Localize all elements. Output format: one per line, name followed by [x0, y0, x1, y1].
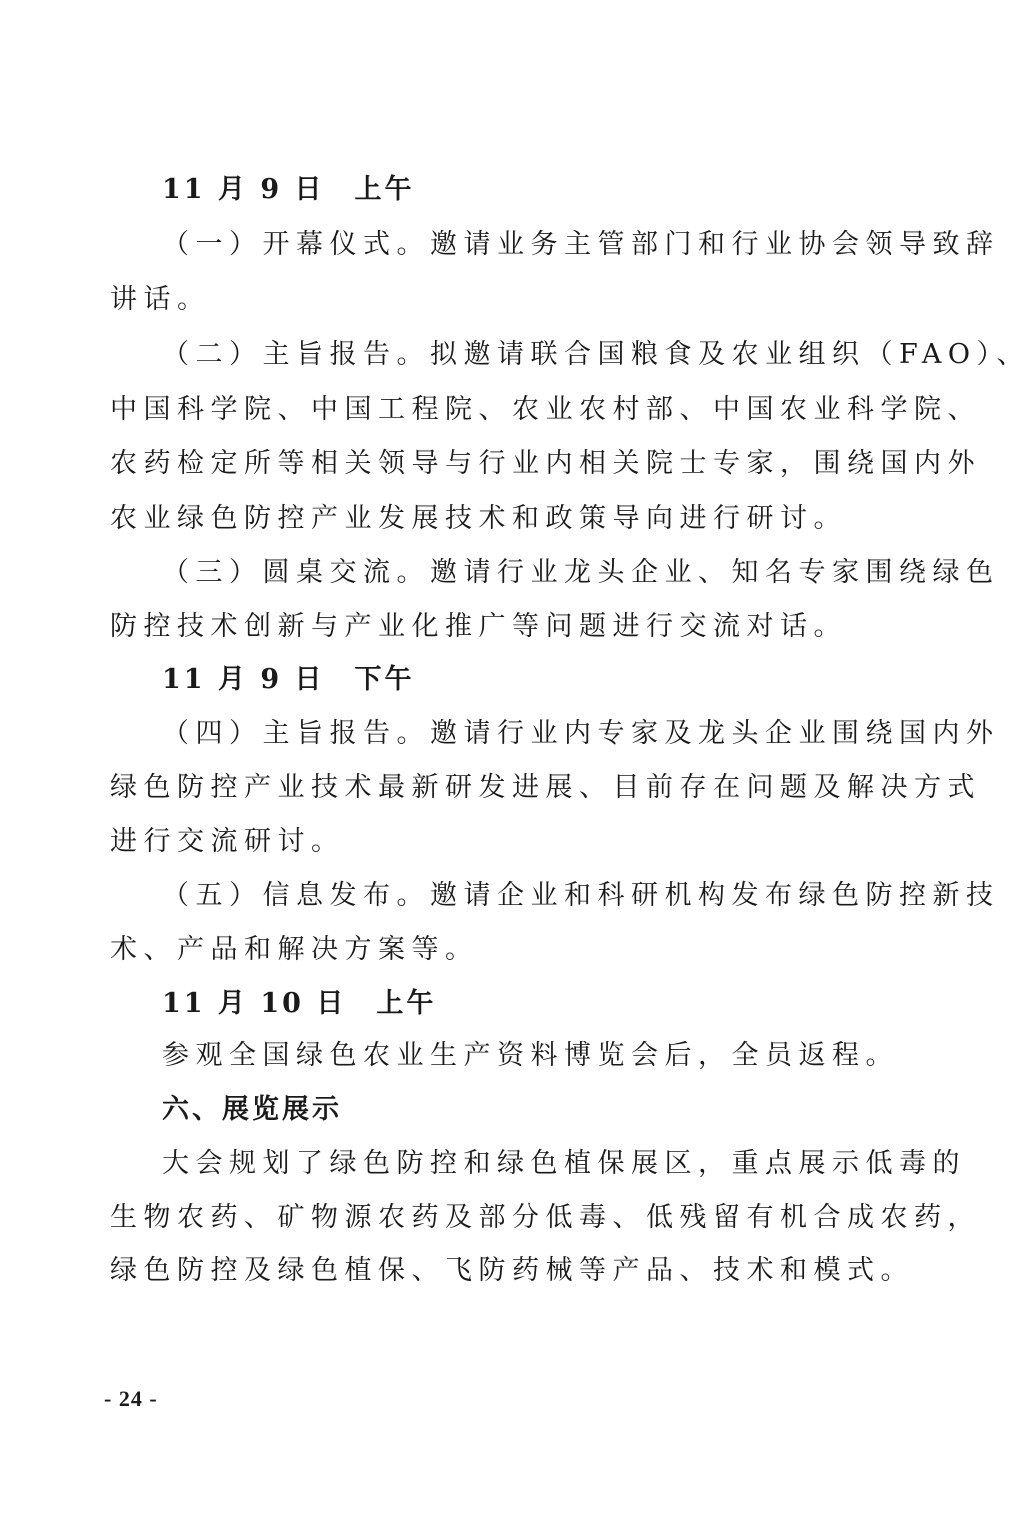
section-heading-exhibition: 六、展览展示	[162, 1094, 342, 1125]
exhibition-line-2: 生物农药、矿物源农药及部分低毒、低残留有机合成农药，	[110, 1202, 981, 1233]
item-1-line-2: 讲话。	[110, 284, 211, 315]
session-3-text: 参观全国绿色农业生产资料博览会后，全员返程。	[162, 1040, 899, 1071]
session-heading-nov10-morning: 11 月 10 日 上午	[162, 988, 437, 1019]
page-number: - 24 -	[104, 1386, 158, 1411]
item-2-line-2: 中国科学院、中国工程院、农业农村部、中国农业科学院、	[110, 394, 981, 425]
item-4-line-3: 进行交流研讨。	[110, 826, 345, 857]
exhibition-line-1: 大会规划了绿色防控和绿色植保展区，重点展示低毒的	[162, 1148, 966, 1179]
item-4-line-2: 绿色防控产业技术最新研发进展、目前存在问题及解决方式	[110, 772, 981, 803]
item-2-line-3: 农药检定所等相关领导与行业内相关院士专家，围绕国内外	[110, 448, 981, 479]
item-4-line-1: （四）主旨报告。邀请行业内专家及龙头企业围绕国内外	[162, 718, 1000, 749]
session-heading-nov9-afternoon: 11 月 9 日 下午	[162, 664, 415, 695]
item-1-line-1: （一）开幕仪式。邀请业务主管部门和行业协会领导致辞	[162, 229, 1000, 260]
session-heading-nov9-morning: 11 月 9 日 上午	[162, 174, 415, 205]
item-5-line-2: 术、产品和解决方案等。	[110, 934, 479, 965]
item-2-line-4: 农业绿色防控产业发展技术和政策导向进行研讨。	[110, 503, 847, 534]
item-3-line-1: （三）圆桌交流。邀请行业龙头企业、知名专家围绕绿色	[162, 557, 1000, 588]
item-5-line-1: （五）信息发布。邀请企业和科研机构发布绿色防控新技	[162, 880, 1000, 911]
item-2-line-1: （二）主旨报告。拟邀请联合国粮食及农业组织（FAO）、	[162, 339, 1030, 370]
item-3-line-2: 防控技术创新与产业化推广等问题进行交流对话。	[110, 611, 847, 642]
exhibition-line-3: 绿色防控及绿色植保、飞防药械等产品、技术和模式。	[110, 1255, 914, 1286]
